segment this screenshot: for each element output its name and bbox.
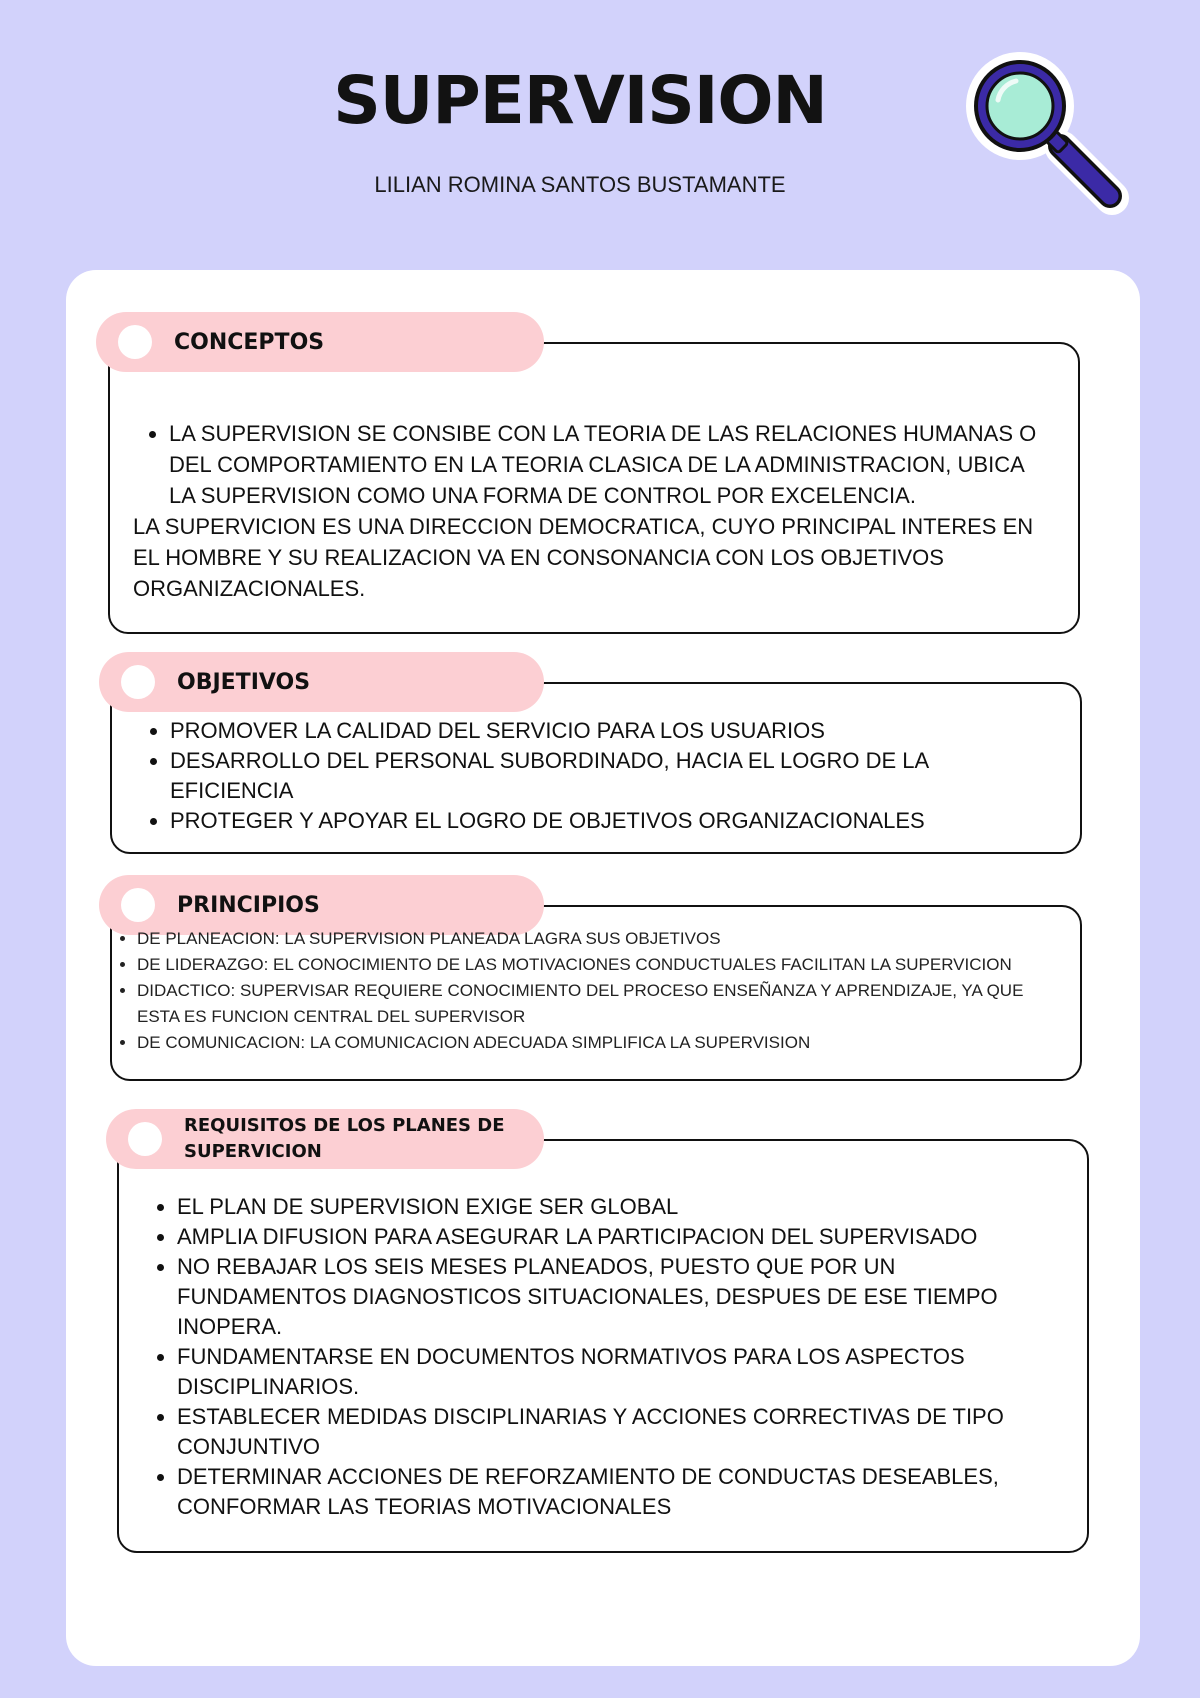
list-item: • AMPLIA DIFUSION PARA ASEGURAR LA PARTICIPACION DEL SUPERVISADO (177, 1222, 1021, 1252)
requisitos-heading (184, 1113, 505, 1165)
list-item: • NO REBAJAR LOS SEIS MESES PLANEADOS, PUESTO QUE POR UN FUNDAMENTOS DIAGNOSTICOS SITUACIONALES, DESPUES DE ESE TIEMPO INOPERA. (177, 1252, 1021, 1342)
list-item: • EL PLAN DE SUPERVISION EXIGE SER GLOBAL (177, 1192, 1021, 1222)
conceptos-header (96, 312, 544, 372)
header-dot (121, 888, 155, 922)
list-item: • DETERMINAR ACCIONES DE REFORZAMIENTO DE CONDUCTAS DESEABLES, CONFORMAR LAS TEORIAS MOTIVACIONALES (177, 1462, 1021, 1522)
principios-content (115, 926, 1055, 1056)
list-item: • PROTEGER Y APOYAR EL LOGRO DE OBJETIVOS ORGANIZACIONALES (170, 806, 964, 836)
list-item: • ESTABLECER MEDIDAS DISCIPLINARIAS Y ACCIONES CORRECTIVAS DE TIPO CONJUNTIVO (177, 1402, 1021, 1462)
list-item: • DE COMUNICACION: LA COMUNICACION ADECUADA SIMPLIFICA LA SUPERVISION (137, 1030, 1055, 1056)
objetivos-content (134, 716, 964, 836)
list-item: • FUNDAMENTARSE EN DOCUMENTOS NORMATIVOS PARA LOS ASPECTOS DISCIPLINARIOS. (177, 1342, 1021, 1402)
conceptos-content (133, 418, 1053, 604)
requisitos-heading-line1: REQUISITOS DE LOS PLANES DE (184, 1115, 505, 1136)
requisitos-content (141, 1192, 1021, 1522)
requisitos-heading-line2: SUPERVICION (184, 1141, 322, 1162)
objetivos-heading: OBJETIVOS (177, 669, 311, 695)
magnifying-glass-icon (962, 48, 1132, 218)
principios-heading: PRINCIPIOS (177, 892, 320, 918)
list-item: • PROMOVER LA CALIDAD DEL SERVICIO PARA LOS USUARIOS (170, 716, 964, 746)
requisitos-header (106, 1109, 544, 1169)
conceptos-paragraph: LA SUPERVICION ES UNA DIRECCION DEMOCRATICA, CUYO PRINCIPAL INTERES EN EL HOMBRE Y SU REALIZACION VA EN CONSONANCIA CON LOS OBJETIVOS ORGANIZACIONALES. (133, 514, 1034, 601)
header-dot (128, 1122, 162, 1156)
list-item: • DIDACTICO: SUPERVISAR REQUIERE CONOCIMIENTO DEL PROCESO ENSEÑANZA Y APRENDIZAJE, YA QUE ESTA ES FUNCION CENTRAL DEL SUPERVISOR (137, 978, 1055, 1030)
header-dot (118, 325, 152, 359)
page-title: SUPERVISION (333, 62, 827, 139)
objetivos-header (99, 652, 544, 712)
list-item: • DE LIDERAZGO: EL CONOCIMIENTO DE LAS MOTIVACIONES CONDUCTUALES FACILITAN LA SUPERVICION (137, 952, 1055, 978)
header-dot (121, 665, 155, 699)
author-name: LILIAN ROMINA SANTOS BUSTAMANTE (374, 172, 786, 197)
list-item: • DE PLANEACION: LA SUPERVISION PLANEADA LAGRA SUS OBJETIVOS (137, 926, 1055, 952)
list-item: • LA SUPERVISION SE CONSIBE CON LA TEORIA DE LAS RELACIONES HUMANAS O DEL COMPORTAMIENTO EN LA TEORIA CLASICA DE LA ADMINISTRACION, UBICA LA SUPERVISION COMO UNA FORMA DE CONTROL POR EXCELENCIA. (169, 418, 1053, 511)
list-item: • DESARROLLO DEL PERSONAL SUBORDINADO, HACIA EL LOGRO DE LA EFICIENCIA (170, 746, 964, 806)
conceptos-heading: CONCEPTOS (174, 329, 325, 355)
